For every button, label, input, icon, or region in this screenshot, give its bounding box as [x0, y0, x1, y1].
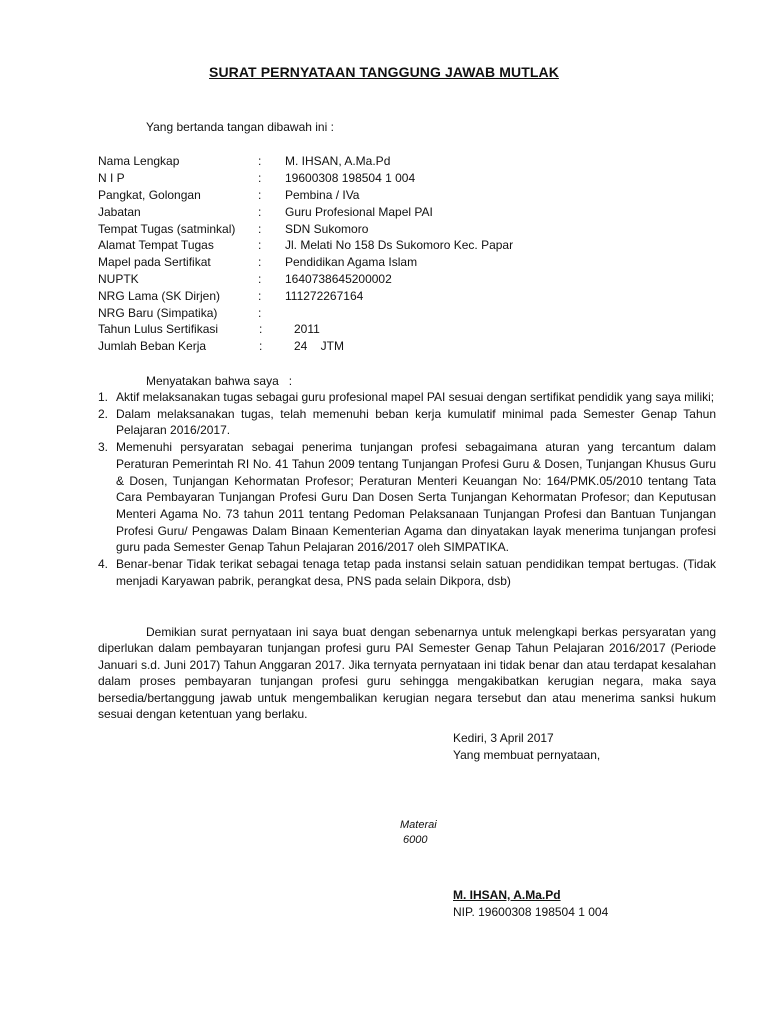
point-text: Benar-benar Tidak terikat sebagai tenaga tetap pada instansi selain satuan pendidikan tempat bertugas. (Tidak menjadi Karyawan pabrik, perangkat desa, PNS pada selain Dikpora, dsb) — [116, 557, 716, 588]
field-row-nrg-lama — [98, 287, 698, 304]
list-item — [98, 406, 716, 439]
field-value: 1640738645200002 — [285, 271, 392, 286]
field-colon: : — [258, 154, 262, 169]
field-label: Nama Lengkap — [98, 154, 180, 169]
intro-text: Yang bertanda tangan dibawah ini : — [146, 120, 334, 134]
signer-block — [453, 887, 608, 920]
field-label: Alamat Tempat Tugas — [98, 238, 214, 253]
field-colon: : — [259, 322, 263, 337]
field-row-tempat-tugas — [98, 220, 698, 237]
signer-name: M. IHSAN, A.Ma.Pd — [453, 888, 561, 902]
document-title: SURAT PERNYATAAN TANGGUNG JAWAB MUTLAK — [209, 64, 559, 80]
field-colon: : — [259, 339, 263, 354]
point-number: 2. — [98, 406, 109, 421]
field-colon: : — [258, 305, 262, 320]
identity-fields — [98, 153, 698, 355]
field-value: 2011 — [294, 322, 320, 337]
field-label: Tahun Lulus Sertifikasi — [98, 322, 219, 337]
point-text: Aktif melaksanakan tugas sebagai guru profesional mapel PAI sesuai dengan sertifikat pendidik yang saya miliki; — [116, 390, 715, 404]
place-date: Kediri, 3 April 2017 — [453, 731, 554, 745]
field-label: Mapel pada Sertifikat — [98, 255, 211, 270]
signature-header — [453, 730, 600, 763]
field-row-nama — [98, 153, 698, 170]
field-label: N I P — [98, 171, 125, 186]
field-label: Pangkat, Golongan — [98, 187, 201, 202]
maker-label: Yang membuat pernyataan, — [453, 747, 601, 762]
field-row-nip — [98, 170, 698, 187]
field-value: Guru Profesional Mapel PAI — [285, 204, 433, 219]
signer-nip: NIP. 19600308 198504 1 004 — [453, 904, 609, 919]
field-label: Tempat Tugas (satminkal) — [98, 221, 236, 236]
field-colon: : — [258, 187, 262, 202]
field-row-tahun-lulus — [98, 321, 698, 338]
field-value: 111272267164 — [285, 288, 364, 303]
field-value: Jl. Melati No 158 Ds Sukomoro Kec. Papar — [285, 238, 514, 253]
field-row-mapel — [98, 254, 698, 271]
field-label: NUPTK — [98, 271, 139, 286]
field-value: 24 JTM — [294, 339, 345, 354]
field-row-alamat — [98, 237, 698, 254]
list-item — [98, 389, 716, 406]
point-number: 1. — [98, 390, 109, 404]
field-row-beban-kerja — [98, 338, 698, 355]
field-label: Jabatan — [98, 204, 141, 219]
stamp-placeholder — [400, 818, 437, 848]
field-label: NRG Lama (SK Dirjen) — [98, 288, 221, 303]
field-value: SDN Sukomoro — [285, 221, 369, 236]
point-number: 4. — [98, 557, 109, 572]
field-colon: : — [258, 171, 262, 186]
list-item — [98, 556, 716, 589]
field-row-nuptk — [98, 271, 698, 288]
field-colon: : — [258, 238, 262, 253]
field-value: 19600308 198504 1 004 — [285, 171, 416, 186]
field-value: Pendidikan Agama Islam — [285, 255, 418, 270]
point-text: Memenuhi persyaratan sebagai penerima tunjangan profesi sebagaimana aturan yang tercantum dalam Peraturan Pemerintah RI No. 41 Tahun 2009 tentang Tunjangan Profesi Guru & Dosen, Tunjangan Khusus Guru & Dosen, Tunjangan Kehormatan Profesor; Peraturan Menteri Keuangan No: 164/PMK.05/2010 tentang Tata Cara Pembayaran Tunjangan Profesi Guru Dan Dosen Serta Tunjangan Kehormatan Profesor; dan Keputusan Menteri Agama No. 73 tahun 2011 tentang Pedoman Pelaksanaan Tunjangan Profesi dan Bantuan Tunjangan Profesi Guru/ Pengawas Dalam Binaan Kementerian Agama dan dinyatakan layak menerima tunjangan profesi guru pada Semester Genap Tahun Pelajaran 2016/2017 oleh SIMPATIKA. — [116, 440, 716, 555]
field-colon: : — [258, 221, 262, 236]
field-colon: : — [258, 288, 262, 303]
field-label: Jumlah Beban Kerja — [98, 339, 207, 354]
stamp-amount: 6000 — [403, 834, 428, 846]
field-colon: : — [258, 255, 262, 270]
field-colon: : — [258, 204, 262, 219]
closing-paragraph: Demikian surat pernyataan ini saya buat dengan sebenarnya untuk melengkapi berkas persyaratan yang diperlukan dalam pembayaran tunjangan profesi guru PAI Semester Genap Tahun Pelajaran 2016/2017 (Periode Januari s.d. Juni 2017) Tahun Anggaran 2017. Jika ternyata pernyataan ini tidak benar dan atau terdapat kesalahan dalam proses pembayaran tunjangan profesi guru sehingga mengakibatkan kerugian negara, maka saya bersedia/bertanggung jawab untuk mengembalikan kerugian negara tersebut dan atau menerima sanksi hukum sesuai dengan ketentuan yang berlaku. — [98, 625, 716, 722]
statement-points — [98, 389, 716, 589]
field-colon: : — [258, 271, 262, 286]
field-value: M. IHSAN, A.Ma.Pd — [285, 154, 391, 169]
list-item — [98, 439, 716, 556]
field-row-jabatan — [98, 203, 698, 220]
field-row-nrg-baru — [98, 304, 698, 321]
point-text: Dalam melaksanakan tugas, telah memenuhi beban kerja kumulatif minimal pada Semester Genap Tahun Pelajaran 2016/2017. — [116, 406, 716, 438]
field-label: NRG Baru (Simpatika) — [98, 305, 218, 320]
point-number: 3. — [98, 440, 109, 455]
stamp-label: Materai — [400, 819, 437, 831]
statement-intro: Menyatakan bahwa saya : — [146, 374, 293, 388]
field-value: Pembina / IVa — [285, 187, 360, 202]
field-row-pangkat — [98, 187, 698, 204]
